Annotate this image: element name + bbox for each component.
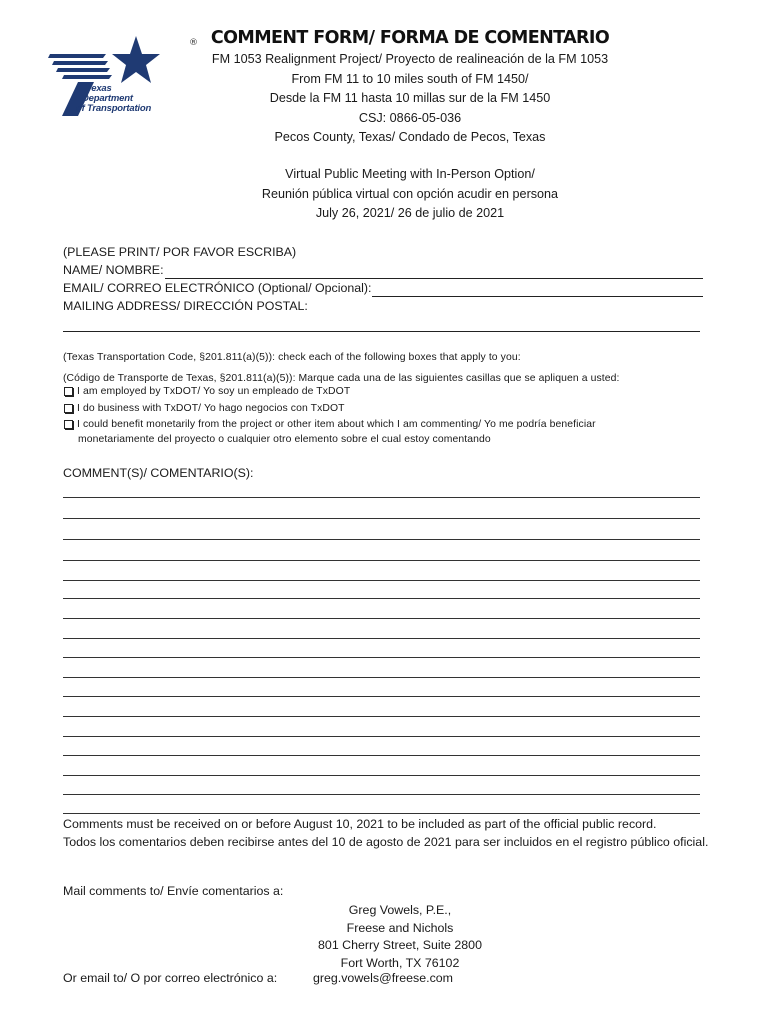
address-line: 801 Cherry Street, Suite 2800 bbox=[318, 938, 482, 953]
logo-text bbox=[76, 84, 168, 114]
name-input-line[interactable] bbox=[165, 266, 703, 279]
contact-fields bbox=[63, 243, 703, 315]
comment-line[interactable] bbox=[63, 657, 700, 658]
comment-line[interactable] bbox=[63, 677, 700, 678]
project-line: Desde la FM 11 hasta 10 millas sur de la FM 1450 bbox=[269, 91, 551, 105]
meeting-line: July 26, 2021/ 26 de julio de 2021 bbox=[315, 206, 505, 220]
email-input-line[interactable] bbox=[372, 284, 703, 297]
print-note: (PLEASE PRINT/ POR FAVOR ESCRIBA) bbox=[63, 245, 297, 259]
meeting-line: Reunión pública virtual con opción acudir en persona bbox=[261, 186, 559, 201]
checkbox-option-2 bbox=[63, 400, 713, 418]
comment-line[interactable] bbox=[63, 638, 700, 639]
deadline-english: Comments must be received on or before August 10, 2021 to be included as part of the official public record. bbox=[63, 817, 657, 831]
name-label: NAME/ NOMBRE: bbox=[63, 263, 164, 277]
form-title: COMMENT FORM/ FORMA DE COMENTARIO bbox=[210, 28, 610, 48]
comment-line[interactable] bbox=[63, 518, 700, 519]
address-line: Freese and Nichols bbox=[346, 920, 454, 935]
email-address[interactable]: greg.vowels@freese.com bbox=[313, 971, 453, 985]
code-section bbox=[63, 349, 713, 449]
business-checkbox[interactable] bbox=[64, 404, 73, 413]
comment-line[interactable] bbox=[63, 539, 700, 540]
address-input-line[interactable] bbox=[63, 331, 700, 332]
comment-line[interactable] bbox=[63, 736, 700, 737]
deadline-notice bbox=[63, 816, 723, 851]
code-spanish: (Código de Transporte de Texas, §201.811(a)(5)): Marque cada una de las siguientes casillas que se apliquen a usted: bbox=[63, 372, 620, 384]
project-line: CSJ: 0866-05-036 bbox=[358, 110, 462, 125]
comment-line[interactable] bbox=[63, 497, 700, 498]
logo-line-3: of Transportation bbox=[76, 103, 152, 114]
project-line: Pecos County, Texas/ Condado de Pecos, Texas bbox=[274, 130, 546, 144]
option-label: I do business with TxDOT/ Yo hago negocios con TxDOT bbox=[77, 402, 345, 414]
option-label: I am employed by TxDOT/ Yo soy un empleado de TxDOT bbox=[77, 386, 351, 398]
project-line: From FM 11 to 10 miles south of FM 1450/ bbox=[291, 71, 529, 86]
logo-line-2: Department bbox=[82, 93, 133, 104]
address-line: Greg Vowels, P.E., bbox=[348, 903, 452, 917]
benefit-checkbox[interactable] bbox=[64, 420, 73, 429]
employed-checkbox[interactable] bbox=[64, 387, 73, 396]
comment-line[interactable] bbox=[63, 755, 700, 756]
project-header bbox=[190, 50, 630, 148]
comment-line[interactable] bbox=[63, 696, 700, 697]
comment-line[interactable] bbox=[63, 716, 700, 717]
email-field bbox=[63, 279, 703, 297]
logo-line-1: Texas bbox=[86, 83, 112, 94]
registered-mark: ® bbox=[189, 38, 198, 48]
mailing-address bbox=[290, 902, 510, 973]
deadline-spanish: Todos los comentarios deben recibirse antes del 10 de agosto de 2021 para ser incluidos en el registro público oficial. bbox=[63, 834, 709, 849]
address-label: MAILING ADDRESS/ DIRECCIÓN POSTAL: bbox=[63, 299, 308, 313]
meeting-info bbox=[190, 165, 630, 224]
comments-label: COMMENT(S)/ COMENTARIO(S): bbox=[63, 466, 254, 480]
address-line: Fort Worth, TX 76102 bbox=[340, 956, 460, 971]
meeting-line: Virtual Public Meeting with In-Person Option/ bbox=[285, 167, 535, 181]
email-label: EMAIL/ CORREO ELECTRÓNICO (Optional/ Opcional): bbox=[63, 281, 372, 295]
code-english: (Texas Transportation Code, §201.811(a)(5)): check each of the following boxes that apply to you: bbox=[63, 352, 521, 363]
comment-line[interactable] bbox=[63, 560, 700, 561]
comment-line[interactable] bbox=[63, 813, 700, 814]
comment-line[interactable] bbox=[63, 580, 700, 581]
comment-line[interactable] bbox=[63, 598, 700, 599]
option-3-continuation: monetariamente del proyecto o cualquier otro elemento sobre el cual estoy comentando bbox=[78, 433, 491, 445]
comment-line[interactable] bbox=[63, 794, 700, 795]
project-line: FM 1053 Realignment Project/ Proyecto de realineación de la FM 1053 bbox=[211, 52, 609, 66]
txdot-logo bbox=[48, 34, 198, 120]
comment-line[interactable] bbox=[63, 775, 700, 776]
name-field bbox=[63, 261, 703, 279]
checkbox-option-1 bbox=[63, 383, 713, 401]
email-to-label: Or email to/ O por correo electrónico a: bbox=[63, 971, 278, 985]
mail-label: Mail comments to/ Envíe comentarios a: bbox=[63, 884, 284, 898]
option-label: I could benefit monetarily from the project or other item about which I am commenting/ Yo me podría beneficiar bbox=[77, 419, 596, 431]
comment-line[interactable] bbox=[63, 618, 700, 619]
